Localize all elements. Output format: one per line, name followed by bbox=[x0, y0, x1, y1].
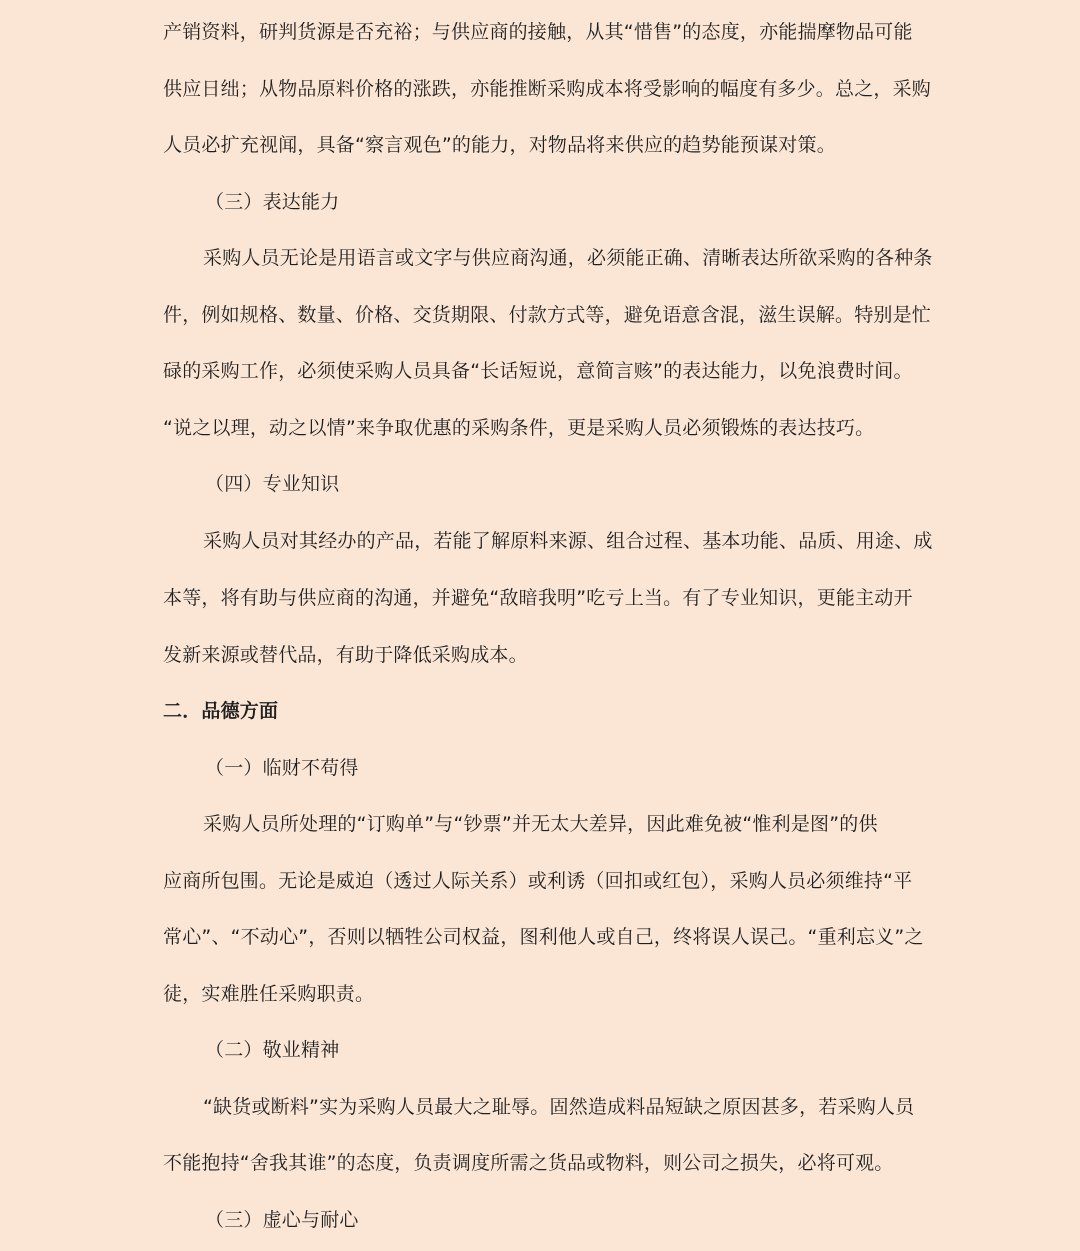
paragraph-line: 不能抱持“舍我其谁”的态度，负责调度所需之货品或物料，则公司之损失，必将可观。 bbox=[163, 1152, 894, 1174]
section-heading: （四）专业知识 bbox=[205, 473, 340, 495]
paragraph-line: 常心”、“不动心”，否则以牺牲公司权益，图利他人或自己，终将误人误己。“重利忘义”之 bbox=[163, 926, 924, 948]
chapter-heading: 二．品德方面 bbox=[163, 700, 279, 722]
paragraph-line: 采购人员对其经办的产品，若能了解原料来源、组合过程、基本功能、品质、用途、成 bbox=[203, 530, 933, 552]
paragraph-line: 采购人员无论是用语言或文字与供应商沟通，必须能正确、清晰表达所欲采购的各种条 bbox=[203, 247, 933, 269]
paragraph-line: 碌的采购工作，必须使采购人员具备“长话短说，意简言赅”的表达能力，以免浪费时间。 bbox=[163, 360, 913, 382]
paragraph-line: 徒，实难胜任采购职责。 bbox=[163, 983, 375, 1005]
paragraph-line: 本等，将有助与供应商的沟通，并避免“敌暗我明”吃亏上当。有了专业知识，更能主动开 bbox=[163, 587, 913, 609]
section-heading: （二）敬业精神 bbox=[205, 1039, 340, 1061]
paragraph-line: 供应日绌；从物品原料价格的涨跌，亦能推断采购成本将受影响的幅度有多少。总之，采购 bbox=[163, 78, 932, 100]
paragraph-line: “说之以理，动之以情”来争取优惠的采购条件，更是采购人员必须锻炼的表达技巧。 bbox=[163, 417, 875, 439]
section-heading: （三）表达能力 bbox=[205, 191, 340, 213]
paragraph-line: 产销资料，研判货源是否充裕；与供应商的接触，从其“惜售”的态度，亦能揣摩物品可能 bbox=[163, 21, 913, 43]
paragraph-line: “缺货或断料”实为采购人员最大之耻辱。固然造成料品短缺之原因甚多，若采购人员 bbox=[203, 1096, 915, 1118]
paragraph-line: 应商所包围。无论是威迫（透过人际关系）或利诱（回扣或红包），采购人员必须维持“平 bbox=[163, 870, 913, 892]
paragraph-line: 件，例如规格、数量、价格、交货期限、付款方式等，避免语意含混，滋生误解。特别是忙 bbox=[163, 304, 932, 326]
paragraph-line: 发新来源或替代品，有助于降低采购成本。 bbox=[163, 644, 528, 666]
paragraph-line: 采购人员所处理的“订购单”与“钞票”并无太大差异，因此难免被“惟利是图”的供 bbox=[203, 813, 878, 835]
section-heading: （三）虚心与耐心 bbox=[205, 1209, 359, 1231]
section-heading: （一）临财不苟得 bbox=[205, 757, 359, 779]
paragraph-line: 人员必扩充视闻，具备“察言观色”的能力，对物品将来供应的趋势能预谋对策。 bbox=[163, 134, 836, 156]
